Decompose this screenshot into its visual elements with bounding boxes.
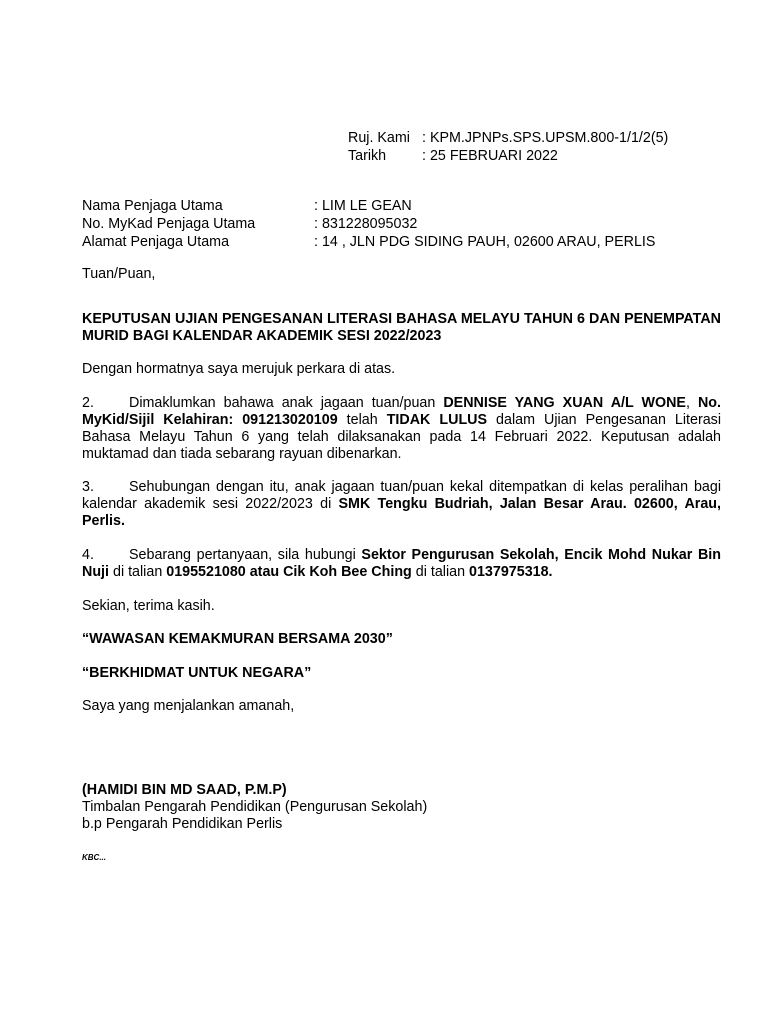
guardian-address-row <box>82 234 655 252</box>
paragraph-2-text-c: dalam Ujian Pengesanan Literasi Bahasa Melayu Tahun 6 yang telah dilaksanakan pada 14 Februari 2022. Keputusan adalah muktamad dan tiada sebarang rayuan dibenarkan. <box>82 412 722 462</box>
closing-line: Sekian, terima kasih. <box>82 598 215 614</box>
tarikh-value: : 25 FEBRUARI 2022 <box>422 148 558 164</box>
paragraph-4 <box>82 547 721 581</box>
contact-person: Sektor Pengurusan Sekolah, Encik Mohd Nukar Bin Nuji <box>82 547 721 580</box>
paragraph-3-text: Sehubungan dengan itu, anak jagaan tuan/puan kekal ditempatkan di kelas peralihan bagi kalendar akademik sesi 2022/2023 di <box>82 479 721 512</box>
contact-phone-1: 0195521080 atau Cik Koh Bee Ching <box>166 564 412 580</box>
guardian-name-row <box>82 198 655 216</box>
guardian-block <box>82 198 655 252</box>
motto-2-text: “BERKHIDMAT UNTUK NEGARA” <box>82 665 312 681</box>
guardian-mykad-label: No. MyKad Penjaga Utama <box>82 216 256 232</box>
guardian-address-label: Alamat Penjaga Utama <box>82 234 230 250</box>
signatory-title: Timbalan Pengarah Pendidikan (Pengurusan Sekolah) <box>82 799 428 815</box>
motto-2 <box>82 665 721 682</box>
paragraph-3 <box>82 479 721 530</box>
exam-result: TIDAK LULUS <box>386 412 488 428</box>
ruj-label: Ruj. Kami <box>348 130 410 146</box>
subject-text: KEPUTUSAN UJIAN PENGESANAN LITERASI BAHASA MELAYU TAHUN 6 DAN PENEMPATAN MURID BAGI KALENDAR AKADEMIK SESI 2022/2023 <box>82 311 721 344</box>
guardian-name-value: : LIM LE GEAN <box>314 198 412 214</box>
paragraph-2-comma: , <box>685 395 698 411</box>
guardian-mykad-value: : 831228095032 <box>314 216 418 232</box>
date-row <box>348 148 668 166</box>
subject-heading <box>82 311 721 345</box>
school-address: SMK Tengku Budriah, Jalan Besar Arau. 02600, Arau, Perlis. <box>82 496 721 529</box>
motto-1 <box>82 631 721 648</box>
paragraph-4-text-b: di talian <box>109 564 167 580</box>
sign-off: Saya yang menjalankan amanah, <box>82 698 295 714</box>
paragraph-2-number: 2. <box>82 395 94 411</box>
guardian-address-value: : 14 , JLN PDG SIDING PAUH, 02600 ARAU, PERLIS <box>314 234 656 250</box>
paragraph-2-text: Dimaklumkan bahawa anak jagaan tuan/puan <box>129 395 444 411</box>
signatory-name <box>82 782 721 799</box>
guardian-name-label: Nama Penjaga Utama <box>82 198 223 214</box>
contact-phone-2: 0137975318. <box>469 564 553 580</box>
paragraph-4-text: Sebarang pertanyaan, sila hubungi <box>129 547 362 563</box>
salutation: Tuan/Puan, <box>82 266 156 282</box>
student-mykid: No. MyKid/Sijil Kelahiran: 091213020109 <box>82 395 721 428</box>
opening-line: Dengan hormatnya saya merujuk perkara di atas. <box>82 361 396 377</box>
tarikh-label: Tarikh <box>348 148 387 164</box>
signatory-bp: b.p Pengarah Pendidikan Perlis <box>82 816 283 832</box>
paragraph-4-text-c: di talian <box>411 564 470 580</box>
guardian-mykad-row <box>82 216 655 234</box>
paragraph-2 <box>82 395 721 463</box>
cc-line: KBC... <box>82 853 106 862</box>
paragraph-2-text-b: telah <box>337 412 387 428</box>
student-name: DENNISE YANG XUAN A/L WONE <box>443 395 686 411</box>
ruj-value: : KPM.JPNPs.SPS.UPSM.800-1/1/2(5) <box>422 130 669 146</box>
motto-1-text: “WAWASAN KEMAKMURAN BERSAMA 2030” <box>82 631 393 647</box>
reference-block <box>348 130 668 166</box>
paragraph-4-number: 4. <box>82 547 94 563</box>
reference-row <box>348 130 668 148</box>
paragraph-3-number: 3. <box>82 479 94 495</box>
signatory-name-text: (HAMIDI BIN MD SAAD, P.M.P) <box>82 782 287 798</box>
